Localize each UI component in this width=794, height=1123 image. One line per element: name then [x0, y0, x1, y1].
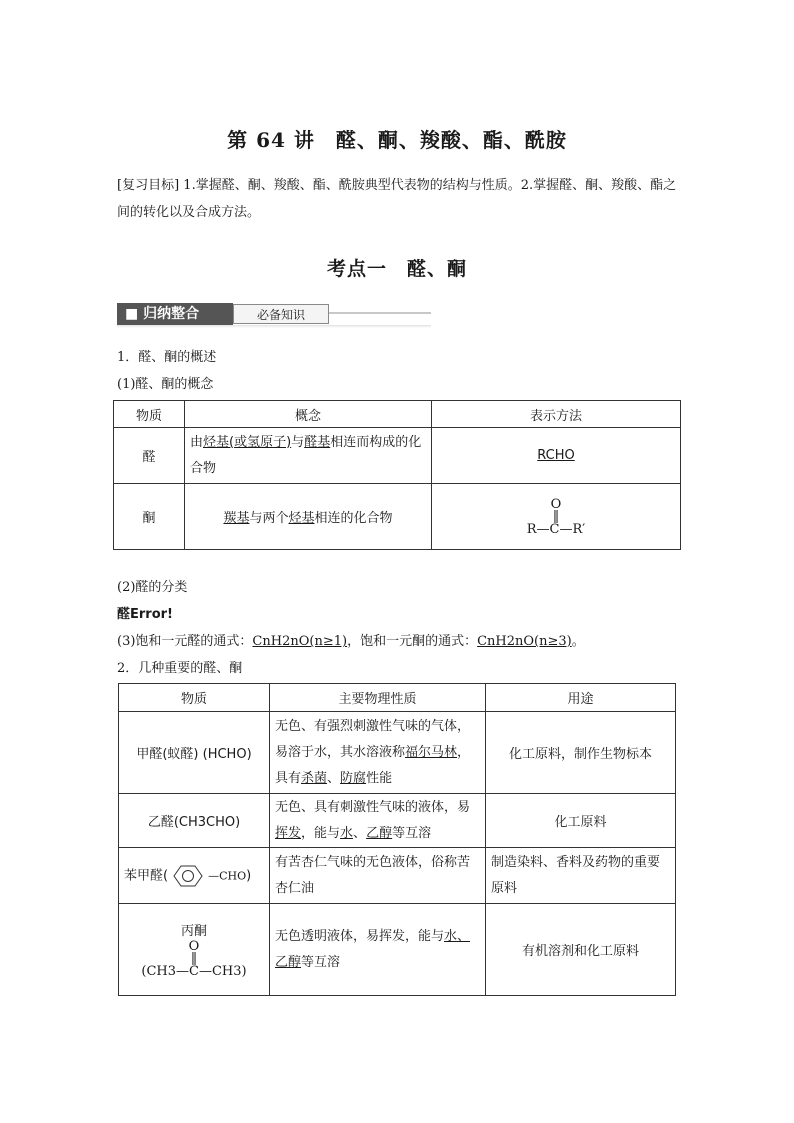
- acetone-props: 无色透明液体，易挥发，能与水、乙醇等互溶: [270, 904, 486, 996]
- sub-heading-1: (1)醛、酮的概念: [117, 377, 214, 392]
- aldehyde-concept: 由烃基(或氢原子)与醛基相连而构成的化合物: [185, 428, 432, 484]
- concept-table: [113, 400, 681, 550]
- th-substance: 物质: [114, 401, 185, 428]
- benzaldehyde-props: 有苦杏仁气味的无色液体，俗称苦杏仁油: [270, 848, 486, 904]
- lecture-title: 第 64 讲 醛、酮、羧酸、酯、酰胺: [227, 128, 567, 152]
- banner-left: ■ 归纳整合: [117, 303, 233, 325]
- properties-table: [118, 683, 676, 996]
- acetaldehyde-name: 乙醛(CH3CHO): [119, 794, 270, 848]
- ketone-structure: O ‖ R—C—R′: [432, 484, 681, 550]
- heading-1: 1．醛、酮的概述: [117, 350, 217, 365]
- ketone-name: 酮: [114, 484, 185, 550]
- general-formula: (3)饱和一元醛的通式：CnH2nO(n≥1)，饱和一元酮的通式：CnH2nO(n≥3)。: [117, 634, 585, 649]
- review-goals: [117, 172, 683, 226]
- section-banner: [117, 303, 431, 325]
- th-concept: 概念: [185, 401, 432, 428]
- th-representation: 表示方法: [432, 401, 681, 428]
- acetaldehyde-use: 化工原料: [486, 794, 676, 848]
- goal-text: 1.掌握醛、酮、羧酸、酯、酰胺典型代表物的结构与性质。2.掌握醛、酮、羧酸、酯之间的转化以及合成方法。: [117, 178, 677, 220]
- th2-substance: 物质: [119, 684, 270, 712]
- formaldehyde-props: 无色、有强烈刺激性气味的气体，易溶于水，其水溶液称福尔马林，具有杀菌、防腐性能: [270, 712, 486, 794]
- th2-uses: 用途: [486, 684, 676, 712]
- formaldehyde-use: 化工原料，制作生物标本: [486, 712, 676, 794]
- banner-rule: [329, 312, 431, 314]
- formaldehyde-name: 甲醛(蚁醛) (HCHO): [119, 712, 270, 794]
- acetone-name: 丙酮 O ‖ (CH3—C—CH3): [119, 904, 270, 996]
- benzaldehyde-name: 苯甲醛( —CHO): [119, 848, 270, 904]
- th2-properties: 主要物理性质: [270, 684, 486, 712]
- heading-2: 2．几种重要的醛、酮: [117, 661, 243, 676]
- aldehyde-repr: RCHO: [432, 428, 681, 484]
- classification-error: 醛Error!: [117, 607, 173, 622]
- acetone-use: 有机溶剂和化工原料: [486, 904, 676, 996]
- benzene-ring-icon: [168, 863, 208, 889]
- ketone-concept: 羰基与两个烃基相连的化合物: [185, 484, 432, 550]
- banner-right: 必备知识: [233, 304, 329, 324]
- goal-tag: [复习目标]: [117, 178, 180, 193]
- banner-shadow: [117, 325, 431, 328]
- section-title: 考点一 醛、酮: [326, 258, 467, 280]
- sub-heading-2: (2)醛的分类: [117, 580, 188, 595]
- acetaldehyde-props: 无色、具有刺激性气味的液体，易挥发，能与水、乙醇等互溶: [270, 794, 486, 848]
- benzaldehyde-use: 制造染料、香料及药物的重要原料: [486, 848, 676, 904]
- aldehyde-name: 醛: [114, 428, 185, 484]
